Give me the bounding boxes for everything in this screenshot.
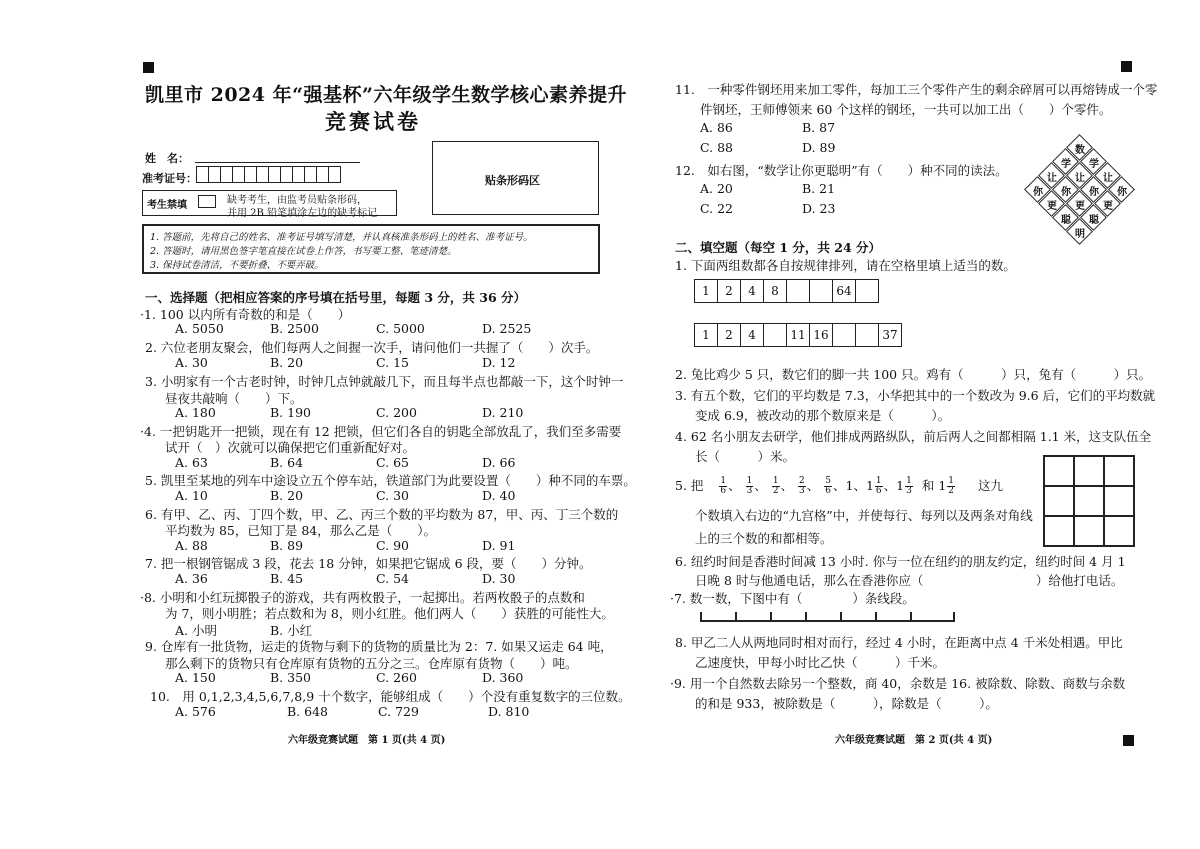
exam-title-line2: 竞赛试卷 (325, 109, 421, 134)
q12-opt-d[interactable]: D. 23 (802, 201, 836, 216)
q1: ·1. 100 以内所有奇数的和是（ ） (140, 307, 351, 322)
q4-opt-a[interactable]: A. 63 (175, 455, 208, 470)
f6-line2: 日晚 8 时与他通电话，那么在香港你应（ ）给他打电话。 (695, 573, 1124, 588)
right-page (620, 0, 1200, 849)
sequence-1: 1 2 4 8 64 (695, 279, 879, 303)
f8-line2: 乙速度快，甲每小时比乙快（ ）千米。 (695, 655, 946, 670)
q10-opt-d[interactable]: D. 810 (488, 704, 530, 719)
q7-opt-c[interactable]: C. 54 (376, 571, 409, 586)
forbid-label: 考生禁填 (147, 200, 187, 211)
f7: ·7. 数一数，下图中有（ ）条线段。 (670, 591, 915, 606)
q8-line2: 为 7，则小明胜；若点数和为 8，则小红胜。他们两人（ ）获胜的可能性大。 (165, 606, 614, 621)
q2-opt-c[interactable]: C. 15 (376, 355, 409, 370)
q9-opt-c[interactable]: C. 260 (376, 670, 417, 685)
nine-grid[interactable] (1043, 455, 1135, 547)
forbid-note-2: 并用 2B 铅笔填涂左边的缺考标记 (227, 208, 378, 219)
q12-opt-a[interactable]: A. 20 (700, 181, 733, 196)
q1-opt-d[interactable]: D. 2525 (482, 321, 532, 336)
q9-opt-d[interactable]: D. 360 (482, 670, 524, 685)
q7-opt-a[interactable]: A. 36 (175, 571, 208, 586)
q7-opt-d[interactable]: D. 30 (482, 571, 516, 586)
name-label: 姓 名： (145, 152, 189, 165)
f4-line1: 4. 62 名小朋友去研学，他们排成两路纵队，前后两人之间都相隔 1.1 米，这支队伍全 (675, 429, 1152, 444)
f3-line2: 变成 6.9，被改动的那个数原来是（ ）。 (695, 408, 951, 423)
q4-opt-d[interactable]: D. 66 (482, 455, 516, 470)
q11-opt-a[interactable]: A. 86 (700, 120, 733, 135)
q5-opt-d[interactable]: D. 40 (482, 488, 516, 503)
section2-heading: 二、填空题（每空 1 分，共 24 分） (675, 240, 882, 255)
q2-opt-b[interactable]: B. 20 (270, 355, 304, 370)
f3-line1: 3. 有五个数，它们的平均数是 7.3，小华把其中的一个数改为 9.6 后，它们的平均数就 (675, 388, 1156, 403)
q2-opt-d[interactable]: D. 12 (482, 355, 516, 370)
section1-heading: 一、选择题（把相应答案的序号填在括号里，每题 3 分，共 36 分） (145, 290, 527, 305)
q4-line2: 试开（ ）次就可以确保把它们重新配好对。 (165, 440, 416, 455)
q11-opt-d[interactable]: D. 89 (802, 140, 836, 155)
q4-opt-b[interactable]: B. 64 (270, 455, 304, 470)
q5-opt-c[interactable]: C. 30 (376, 488, 409, 503)
absent-mark-box[interactable] (198, 195, 216, 208)
f2: 2. 兔比鸡少 5 只，数它们的脚一共 100 只。鸡有（ ）只，兔有（ ）只。 (675, 367, 1152, 382)
note-2: 2. 答题时，请用黑色签字笔直接在试卷上作答，书写要工整、笔迹清楚。 (150, 246, 457, 257)
f8-line1: 8. 甲乙二人从两地同时相对而行，经过 4 小时，在距离中点 4 千米处相遇。甲比 (675, 635, 1123, 650)
q3-line2: 昼夜共敲响（ ）下。 (165, 391, 303, 406)
q9-opt-b[interactable]: B. 350 (270, 670, 311, 685)
f9-line2: 的和是 933，被除数是（ ），除数是（ ）。 (695, 696, 998, 711)
q3-opt-a[interactable]: A. 180 (175, 405, 216, 420)
q6-opt-a[interactable]: A. 88 (175, 538, 208, 553)
q12: 12. 如右图，“数学让你更聪明”有（ ）种不同的读法。 (675, 163, 1008, 178)
left-page-footer: 六年级竞赛试题 第 1 页(共 4 页) (288, 735, 446, 746)
q8-opt-b[interactable]: B. 小红 (270, 623, 313, 638)
q1-opt-a[interactable]: A. 5050 (175, 321, 224, 336)
q9-line2: 那么剩下的货物只有仓库原有货物的五分之三。仓库原有货物（ ）吨。 (165, 656, 578, 671)
q6-opt-d[interactable]: D. 91 (482, 538, 516, 553)
q3-opt-c[interactable]: C. 200 (376, 405, 417, 420)
f5-line1: 5. 把 $\frac{1}{6}$ 、 $\frac{1}{3}$ 、 $\frac{1}{2}$ 、 $\frac{2}{3}$ 、 $\frac{5}{6}$ 、1、1 $\frac{1}{6}$ 、1 $\frac{1}{3}$ 和 1 $\frac{1}{2}$ 这九 (675, 476, 1004, 496)
q12-opt-c[interactable]: C. 22 (700, 201, 733, 216)
f6-line1: 6. 纽约时间是香港时间减 13 小时. 你与一位在纽约的朋友约定，纽约时间 4 月 1 (675, 554, 1126, 569)
q9-line1: 9. 仓库有一批货物，运走的货物与剩下的货物的质量比为 2：7. 如果又运走 64 吨， (145, 639, 613, 654)
forbid-note-1: 缺考考生，由监考员贴条形码， (227, 195, 367, 206)
q5-opt-b[interactable]: B. 20 (270, 488, 304, 503)
q11-opt-c[interactable]: C. 88 (700, 140, 733, 155)
segment-figure (700, 612, 960, 624)
registration-mark (1121, 61, 1132, 72)
f9-line1: ·9. 用一个自然数去除另一个整数，商 40，余数是 16. 被除数、除数、商数与余数 (670, 676, 1126, 691)
right-page-footer: 六年级竞赛试题 第 2 页(共 4 页) (835, 735, 993, 746)
q8-line1: ·8. 小明和小红玩掷骰子的游戏，共有两枚骰子，一起掷出。若两枚骰子的点数和 (140, 590, 585, 605)
q1-opt-c[interactable]: C. 5000 (376, 321, 425, 336)
exam-no-label: 准考证号： (142, 172, 197, 185)
q11-line1: 11. 一种零件钢坯用来加工零件，每加工三个零件产生的剩余碎屑可以再熔铸成一个零 (675, 82, 1158, 97)
q12-opt-b[interactable]: B. 21 (802, 181, 836, 196)
exam-title-line1: 凯里市 2024 年“强基杯”六年级学生数学核心素养提升 (145, 84, 627, 106)
q6-opt-b[interactable]: B. 89 (270, 538, 304, 553)
note-3: 3. 保持试卷清洁，不要折叠、不要弄破。 (150, 260, 324, 271)
q5: 5. 凯里至某地的列车中途设立五个停车站，铁道部门为此要设置（ ）种不同的车票。 (145, 473, 636, 488)
q3-opt-d[interactable]: D. 210 (482, 405, 524, 420)
q8-opt-a[interactable]: A. 小明 (175, 623, 217, 638)
diamond-figure: 数 学 学 让 让 让 你 你 你 你 更 更 更 聪 聪 明 (1010, 135, 1150, 245)
q5-opt-a[interactable]: A. 10 (175, 488, 208, 503)
registration-mark (143, 62, 154, 73)
q10-opt-b[interactable]: B. 648 (287, 704, 328, 719)
q4-line1: ·4. 一把钥匙开一把锁，现在有 12 把锁，但它们各自的钥匙全部放乱了，我们至多需要 (140, 424, 622, 439)
barcode-label: 贴条形码区 (485, 174, 540, 187)
f5-line3: 上的三个数的和都相等。 (695, 531, 833, 546)
q7-opt-b[interactable]: B. 45 (270, 571, 304, 586)
q7: 7. 把一根钢管锯成 3 段，花去 18 分钟，如果把它锯成 6 段，要（ ）分钟。 (145, 556, 592, 571)
q10: 10. 用 0,1,2,3,4,5,6,7,8,9 十个数字，能够组成（ ）个没有重复数字的三位数。 (150, 689, 631, 704)
q10-opt-c[interactable]: C. 729 (378, 704, 419, 719)
q6-line1: 6. 有甲、乙、丙、丁四个数，甲、乙、丙三个数的平均数为 87，甲、丙、丁三个数的 (145, 507, 619, 522)
q4-opt-c[interactable]: C. 65 (376, 455, 409, 470)
f1: 1. 下面两组数都各自按规律排列，请在空格里填上适当的数。 (675, 258, 1016, 273)
q2: 2. 六位老朋友聚会，他们每两人之间握一次手，请问他们一共握了（ ）次手。 (145, 340, 599, 355)
q1-opt-b[interactable]: B. 2500 (270, 321, 319, 336)
f4-line2: 长（ ）米。 (695, 449, 796, 464)
note-1: 1. 答题前，先将自己的姓名、准考证号填写清楚，并认真核准条形码上的姓名、准考证号。 (150, 232, 533, 243)
name-underline[interactable] (195, 162, 360, 163)
q10-opt-a[interactable]: A. 576 (175, 704, 216, 719)
q11-opt-b[interactable]: B. 87 (802, 120, 836, 135)
f5-line2: 个数填入右边的“九宫格”中，并使每行、每列以及两条对角线 (695, 508, 1033, 523)
q3-opt-b[interactable]: B. 190 (270, 405, 311, 420)
exam-no-cells[interactable] (197, 166, 341, 186)
q6-opt-c[interactable]: C. 90 (376, 538, 409, 553)
sequence-2: 1 2 4 11 16 37 (695, 323, 902, 347)
registration-mark (1123, 735, 1134, 746)
q6-line2: 平均数为 85，已知丁是 84，那么乙是（ ）。 (165, 523, 437, 538)
q2-opt-a[interactable]: A. 30 (175, 355, 208, 370)
q9-opt-a[interactable]: A. 150 (175, 670, 216, 685)
q11-line2: 件钢坯，王师傅领来 60 个这样的钢坯，一共可以加工出（ ）个零件。 (700, 102, 1112, 117)
q3-line1: 3. 小明家有一个古老时钟，时钟几点钟就敲几下，而且每半点也都敲一下，这个时钟一 (145, 374, 624, 389)
